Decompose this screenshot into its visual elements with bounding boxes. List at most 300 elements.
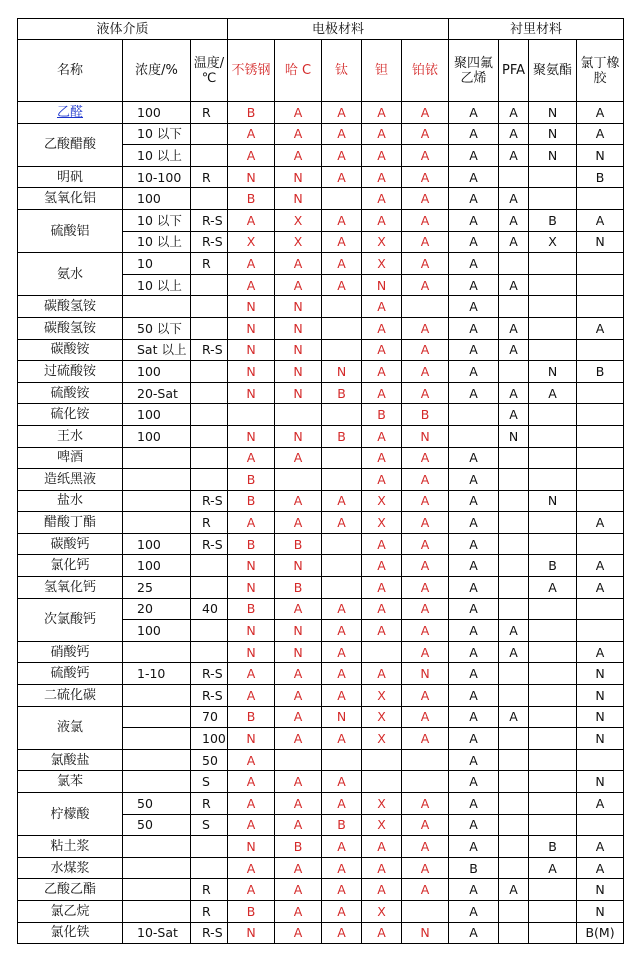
- titanium-rating-cell: [322, 339, 362, 361]
- temperature-cell: [191, 145, 228, 167]
- tantalum-rating-cell: A: [362, 123, 402, 145]
- tantalum-rating-cell: [362, 771, 402, 793]
- temperature-cell: R-S: [191, 490, 228, 512]
- polyurethane-rating-cell: [529, 533, 577, 555]
- medium-name-cell: 盐水: [18, 490, 123, 512]
- hastelloy-c-rating-cell: A: [275, 857, 322, 879]
- chloroprene-rating-cell: B: [577, 361, 624, 383]
- ptfe-rating-cell: A: [449, 879, 499, 901]
- polyurethane-rating-cell: [529, 793, 577, 815]
- concentration-cell: [123, 879, 191, 901]
- ptfe-rating-cell: A: [449, 598, 499, 620]
- temperature-cell: [191, 857, 228, 879]
- stainless-steel-rating-cell: A: [228, 793, 275, 815]
- platinum-iridium-rating-cell: A: [402, 814, 449, 836]
- platinum-iridium-rating-cell: [402, 771, 449, 793]
- titanium-rating-cell: A: [322, 879, 362, 901]
- table-row: [18, 253, 624, 275]
- platinum-iridium-rating-cell: A: [402, 533, 449, 555]
- temperature-cell: S: [191, 814, 228, 836]
- chloroprene-rating-cell: B: [577, 166, 624, 188]
- ptfe-rating-cell: A: [449, 274, 499, 296]
- titanium-rating-cell: A: [322, 598, 362, 620]
- hastelloy-c-rating-cell: N: [275, 620, 322, 642]
- ptfe-rating-cell: A: [449, 166, 499, 188]
- stainless-steel-rating-cell: A: [228, 814, 275, 836]
- hastelloy-c-rating-cell: A: [275, 728, 322, 750]
- table-row: [18, 361, 624, 383]
- medium-name-cell: 造纸黑液: [18, 469, 123, 491]
- temperature-cell: R: [191, 102, 228, 124]
- temperature-cell: 100: [191, 728, 228, 750]
- stainless-steel-rating-cell: N: [228, 166, 275, 188]
- medium-name-cell: 硫酸钙: [18, 663, 123, 685]
- col-concentration-header: 浓度/%: [123, 40, 191, 102]
- pfa-rating-cell: A: [499, 274, 529, 296]
- ptfe-rating-cell: A: [449, 533, 499, 555]
- hastelloy-c-rating-cell: N: [275, 555, 322, 577]
- table-row: [18, 296, 624, 318]
- tantalum-rating-cell: A: [362, 857, 402, 879]
- tantalum-rating-cell: A: [362, 836, 402, 858]
- stainless-steel-rating-cell: B: [228, 469, 275, 491]
- titanium-rating-cell: A: [322, 900, 362, 922]
- ptfe-rating-cell: A: [449, 620, 499, 642]
- polyurethane-rating-cell: N: [529, 361, 577, 383]
- chloroprene-rating-cell: [577, 469, 624, 491]
- tantalum-rating-cell: A: [362, 102, 402, 124]
- hastelloy-c-rating-cell: B: [275, 836, 322, 858]
- ptfe-rating-cell: A: [449, 749, 499, 771]
- medium-name-cell: 氢氧化铝: [18, 188, 123, 210]
- stainless-steel-rating-cell: A: [228, 123, 275, 145]
- temperature-cell: [191, 447, 228, 469]
- concentration-cell: 20: [123, 598, 191, 620]
- ptfe-rating-cell: A: [449, 102, 499, 124]
- stainless-steel-rating-cell: A: [228, 253, 275, 275]
- temperature-cell: R: [191, 253, 228, 275]
- pfa-rating-cell: [499, 728, 529, 750]
- pfa-rating-cell: A: [499, 879, 529, 901]
- tantalum-rating-cell: X: [362, 490, 402, 512]
- tantalum-rating-cell: A: [362, 339, 402, 361]
- pfa-rating-cell: [499, 749, 529, 771]
- pfa-rating-cell: A: [499, 188, 529, 210]
- platinum-iridium-rating-cell: N: [402, 425, 449, 447]
- tantalum-rating-cell: A: [362, 577, 402, 599]
- platinum-iridium-rating-cell: A: [402, 102, 449, 124]
- hastelloy-c-rating-cell: B: [275, 577, 322, 599]
- temperature-cell: R-S: [191, 663, 228, 685]
- medium-name-cell: 醋酸丁酯: [18, 512, 123, 534]
- pfa-rating-cell: [499, 512, 529, 534]
- polyurethane-rating-cell: B: [529, 836, 577, 858]
- titanium-rating-cell: A: [322, 123, 362, 145]
- ptfe-rating-cell: A: [449, 706, 499, 728]
- stainless-steel-rating-cell: A: [228, 447, 275, 469]
- ptfe-rating-cell: A: [449, 490, 499, 512]
- stainless-steel-rating-cell: N: [228, 577, 275, 599]
- platinum-iridium-rating-cell: A: [402, 706, 449, 728]
- temperature-cell: [191, 274, 228, 296]
- temperature-cell: [191, 296, 228, 318]
- titanium-rating-cell: B: [322, 425, 362, 447]
- platinum-iridium-rating-cell: A: [402, 641, 449, 663]
- concentration-cell: 10 以下: [123, 209, 191, 231]
- stainless-steel-rating-cell: B: [228, 706, 275, 728]
- corrosion-table: [17, 18, 624, 944]
- pfa-rating-cell: A: [499, 641, 529, 663]
- hastelloy-c-rating-cell: B: [275, 533, 322, 555]
- chloroprene-rating-cell: N: [577, 879, 624, 901]
- table-row: [18, 879, 624, 901]
- hastelloy-c-rating-cell: [275, 749, 322, 771]
- medium-name-cell: 氯乙烷: [18, 900, 123, 922]
- stainless-steel-rating-cell: N: [228, 425, 275, 447]
- tantalum-rating-cell: A: [362, 555, 402, 577]
- medium-name-cell: 碳酸钙: [18, 533, 123, 555]
- concentration-cell: 25: [123, 577, 191, 599]
- polyurethane-rating-cell: N: [529, 123, 577, 145]
- temperature-cell: [191, 555, 228, 577]
- polyurethane-rating-cell: [529, 317, 577, 339]
- hastelloy-c-rating-cell: N: [275, 339, 322, 361]
- polyurethane-rating-cell: [529, 166, 577, 188]
- polyurethane-rating-cell: [529, 425, 577, 447]
- hastelloy-c-rating-cell: A: [275, 922, 322, 944]
- medium-name-cell: 氯苯: [18, 771, 123, 793]
- polyurethane-rating-cell: [529, 339, 577, 361]
- ptfe-rating-cell: A: [449, 188, 499, 210]
- stainless-steel-rating-cell: A: [228, 685, 275, 707]
- tantalum-rating-cell: A: [362, 447, 402, 469]
- polyurethane-rating-cell: [529, 814, 577, 836]
- chloroprene-rating-cell: N: [577, 145, 624, 167]
- medium-name-cell: 水煤浆: [18, 857, 123, 879]
- titanium-rating-cell: A: [322, 253, 362, 275]
- pfa-rating-cell: [499, 857, 529, 879]
- pfa-rating-cell: A: [499, 706, 529, 728]
- medium-name-cell: 硫酸铝: [18, 209, 123, 252]
- temperature-cell: S: [191, 771, 228, 793]
- ptfe-rating-cell: A: [449, 123, 499, 145]
- medium-name-cell: 明矾: [18, 166, 123, 188]
- concentration-cell: [123, 728, 191, 750]
- platinum-iridium-rating-cell: A: [402, 447, 449, 469]
- chloroprene-rating-cell: [577, 296, 624, 318]
- ptfe-rating-cell: A: [449, 209, 499, 231]
- tantalum-rating-cell: X: [362, 793, 402, 815]
- pfa-rating-cell: [499, 533, 529, 555]
- ptfe-rating-cell: A: [449, 641, 499, 663]
- stainless-steel-rating-cell: N: [228, 728, 275, 750]
- table-row: [18, 404, 624, 426]
- platinum-iridium-rating-cell: A: [402, 598, 449, 620]
- ptfe-rating-cell: A: [449, 361, 499, 383]
- hastelloy-c-rating-cell: A: [275, 900, 322, 922]
- concentration-cell: 10 以上: [123, 145, 191, 167]
- hastelloy-c-rating-cell: A: [275, 685, 322, 707]
- titanium-rating-cell: A: [322, 209, 362, 231]
- tantalum-rating-cell: A: [362, 425, 402, 447]
- titanium-rating-cell: [322, 577, 362, 599]
- hastelloy-c-rating-cell: A: [275, 274, 322, 296]
- ptfe-rating-cell: A: [449, 447, 499, 469]
- medium-name-cell: 液氯: [18, 706, 123, 749]
- polyurethane-rating-cell: A: [529, 577, 577, 599]
- temperature-cell: R: [191, 900, 228, 922]
- temperature-cell: R: [191, 879, 228, 901]
- polyurethane-rating-cell: [529, 900, 577, 922]
- tantalum-rating-cell: A: [362, 188, 402, 210]
- col-chloroprene-header: 氯丁橡胶: [577, 40, 624, 102]
- polyurethane-rating-cell: [529, 641, 577, 663]
- platinum-iridium-rating-cell: A: [402, 231, 449, 253]
- tantalum-rating-cell: A: [362, 533, 402, 555]
- platinum-iridium-rating-cell: N: [402, 663, 449, 685]
- chloroprene-rating-cell: [577, 188, 624, 210]
- table-row: [18, 382, 624, 404]
- pfa-rating-cell: [499, 685, 529, 707]
- temperature-cell: [191, 361, 228, 383]
- chloroprene-rating-cell: [577, 253, 624, 275]
- tantalum-rating-cell: A: [362, 469, 402, 491]
- platinum-iridium-rating-cell: [402, 296, 449, 318]
- polyurethane-rating-cell: A: [529, 857, 577, 879]
- col-platinum-iridium-header: 铂铱: [402, 40, 449, 102]
- chloroprene-rating-cell: N: [577, 771, 624, 793]
- chloroprene-rating-cell: [577, 490, 624, 512]
- ptfe-rating-cell: A: [449, 685, 499, 707]
- stainless-steel-rating-cell: N: [228, 361, 275, 383]
- concentration-cell: Sat 以上: [123, 339, 191, 361]
- temperature-cell: [191, 620, 228, 642]
- concentration-cell: 20-Sat: [123, 382, 191, 404]
- polyurethane-rating-cell: [529, 188, 577, 210]
- tantalum-rating-cell: X: [362, 685, 402, 707]
- titanium-rating-cell: A: [322, 145, 362, 167]
- chloroprene-rating-cell: [577, 382, 624, 404]
- table-row: [18, 469, 624, 491]
- titanium-rating-cell: A: [322, 728, 362, 750]
- hastelloy-c-rating-cell: N: [275, 166, 322, 188]
- table-row: [18, 598, 624, 620]
- stainless-steel-rating-cell: A: [228, 879, 275, 901]
- tantalum-rating-cell: N: [362, 274, 402, 296]
- concentration-cell: 100: [123, 102, 191, 124]
- chloroprene-rating-cell: [577, 339, 624, 361]
- concentration-cell: 100: [123, 188, 191, 210]
- platinum-iridium-rating-cell: A: [402, 555, 449, 577]
- ptfe-rating-cell: A: [449, 728, 499, 750]
- chloroprene-rating-cell: [577, 814, 624, 836]
- medium-name-cell: 碳酸氢铵: [18, 317, 123, 339]
- concentration-cell: 10-100: [123, 166, 191, 188]
- temperature-cell: [191, 188, 228, 210]
- tantalum-rating-cell: X: [362, 253, 402, 275]
- stainless-steel-rating-cell: A: [228, 663, 275, 685]
- temperature-cell: R-S: [191, 533, 228, 555]
- platinum-iridium-rating-cell: A: [402, 469, 449, 491]
- medium-name-cell: 氢氧化钙: [18, 577, 123, 599]
- medium-name-cell: 碳酸氢铵: [18, 296, 123, 318]
- platinum-iridium-rating-cell: [402, 900, 449, 922]
- pfa-rating-cell: [499, 836, 529, 858]
- tantalum-rating-cell: A: [362, 598, 402, 620]
- polyurethane-rating-cell: N: [529, 145, 577, 167]
- polyurethane-rating-cell: [529, 404, 577, 426]
- table-row: [18, 123, 624, 145]
- hastelloy-c-rating-cell: [275, 469, 322, 491]
- tantalum-rating-cell: B: [362, 404, 402, 426]
- stainless-steel-rating-cell: X: [228, 231, 275, 253]
- ptfe-rating-cell: [449, 425, 499, 447]
- hastelloy-c-rating-cell: A: [275, 771, 322, 793]
- hastelloy-c-rating-cell: A: [275, 706, 322, 728]
- pfa-rating-cell: [499, 469, 529, 491]
- concentration-cell: 100: [123, 361, 191, 383]
- tantalum-rating-cell: A: [362, 382, 402, 404]
- table-row: [18, 685, 624, 707]
- medium-name-cell: 硝酸钙: [18, 641, 123, 663]
- tantalum-rating-cell: A: [362, 317, 402, 339]
- polyurethane-rating-cell: [529, 749, 577, 771]
- concentration-cell: [123, 836, 191, 858]
- concentration-cell: [123, 490, 191, 512]
- ptfe-rating-cell: A: [449, 814, 499, 836]
- medium-name-cell: 二硫化碳: [18, 685, 123, 707]
- titanium-rating-cell: A: [322, 922, 362, 944]
- titanium-rating-cell: A: [322, 641, 362, 663]
- ptfe-rating-cell: B: [449, 857, 499, 879]
- chloroprene-rating-cell: A: [577, 317, 624, 339]
- ptfe-rating-cell: A: [449, 922, 499, 944]
- stainless-steel-rating-cell: A: [228, 771, 275, 793]
- medium-name-cell: 次氯酸钙: [18, 598, 123, 641]
- titanium-rating-cell: [322, 296, 362, 318]
- platinum-iridium-rating-cell: A: [402, 728, 449, 750]
- stainless-steel-rating-cell: A: [228, 274, 275, 296]
- pfa-rating-cell: [499, 555, 529, 577]
- pfa-rating-cell: A: [499, 339, 529, 361]
- platinum-iridium-rating-cell: A: [402, 274, 449, 296]
- pfa-rating-cell: [499, 598, 529, 620]
- medium-name-cell: 氯化铁: [18, 922, 123, 944]
- chloroprene-rating-cell: [577, 620, 624, 642]
- temperature-cell: [191, 317, 228, 339]
- ptfe-rating-cell: A: [449, 469, 499, 491]
- concentration-cell: [123, 469, 191, 491]
- titanium-rating-cell: [322, 447, 362, 469]
- stainless-steel-rating-cell: B: [228, 102, 275, 124]
- stainless-steel-rating-cell: A: [228, 857, 275, 879]
- col-ptfe-header: 聚四氟乙烯: [449, 40, 499, 102]
- concentration-cell: 10 以下: [123, 123, 191, 145]
- titanium-rating-cell: [322, 469, 362, 491]
- temperature-cell: R-S: [191, 209, 228, 231]
- pfa-rating-cell: A: [499, 620, 529, 642]
- stainless-steel-rating-cell: A: [228, 209, 275, 231]
- chloroprene-rating-cell: A: [577, 857, 624, 879]
- hastelloy-c-rating-cell: A: [275, 145, 322, 167]
- table-row: [18, 836, 624, 858]
- hastelloy-c-rating-cell: A: [275, 490, 322, 512]
- pfa-rating-cell: [499, 490, 529, 512]
- concentration-cell: 1-10: [123, 663, 191, 685]
- concentration-cell: 100: [123, 425, 191, 447]
- ptfe-rating-cell: A: [449, 145, 499, 167]
- chloroprene-rating-cell: [577, 749, 624, 771]
- concentration-cell: 10 以上: [123, 231, 191, 253]
- ptfe-rating-cell: A: [449, 296, 499, 318]
- pfa-rating-cell: [499, 447, 529, 469]
- titanium-rating-cell: A: [322, 685, 362, 707]
- platinum-iridium-rating-cell: A: [402, 123, 449, 145]
- pfa-rating-cell: [499, 793, 529, 815]
- table-row: [18, 317, 624, 339]
- chloroprene-rating-cell: A: [577, 512, 624, 534]
- ptfe-rating-cell: A: [449, 577, 499, 599]
- table-row: [18, 749, 624, 771]
- tantalum-rating-cell: A: [362, 922, 402, 944]
- polyurethane-rating-cell: [529, 274, 577, 296]
- concentration-cell: [123, 447, 191, 469]
- polyurethane-rating-cell: [529, 706, 577, 728]
- table-row: [18, 857, 624, 879]
- titanium-rating-cell: [322, 404, 362, 426]
- titanium-rating-cell: A: [322, 663, 362, 685]
- stainless-steel-rating-cell: B: [228, 490, 275, 512]
- pfa-rating-cell: [499, 663, 529, 685]
- table-row: [18, 447, 624, 469]
- concentration-cell: 100: [123, 533, 191, 555]
- concentration-cell: 10: [123, 253, 191, 275]
- titanium-rating-cell: A: [322, 490, 362, 512]
- titanium-rating-cell: [322, 749, 362, 771]
- medium-name-cell: 氯化钙: [18, 555, 123, 577]
- temperature-cell: [191, 836, 228, 858]
- hastelloy-c-rating-cell: N: [275, 641, 322, 663]
- chloroprene-rating-cell: [577, 598, 624, 620]
- hastelloy-c-rating-cell: A: [275, 598, 322, 620]
- platinum-iridium-rating-cell: A: [402, 209, 449, 231]
- polyurethane-rating-cell: [529, 512, 577, 534]
- chloroprene-rating-cell: [577, 274, 624, 296]
- platinum-iridium-rating-cell: A: [402, 512, 449, 534]
- medium-name-cell: 粘土浆: [18, 836, 123, 858]
- platinum-iridium-rating-cell: N: [402, 922, 449, 944]
- hastelloy-c-rating-cell: N: [275, 425, 322, 447]
- titanium-rating-cell: A: [322, 512, 362, 534]
- pfa-rating-cell: A: [499, 317, 529, 339]
- table-row: [18, 922, 624, 944]
- concentration-cell: [123, 706, 191, 728]
- chloroprene-rating-cell: A: [577, 641, 624, 663]
- pfa-rating-cell: N: [499, 425, 529, 447]
- medium-link[interactable]: 乙醛: [56, 104, 83, 120]
- medium-name-cell: 硫酸铵: [18, 382, 123, 404]
- chloroprene-rating-cell: [577, 404, 624, 426]
- ptfe-rating-cell: A: [449, 555, 499, 577]
- chloroprene-rating-cell: A: [577, 209, 624, 231]
- stainless-steel-rating-cell: B: [228, 188, 275, 210]
- tantalum-rating-cell: X: [362, 728, 402, 750]
- concentration-cell: [123, 641, 191, 663]
- temperature-cell: R: [191, 166, 228, 188]
- stainless-steel-rating-cell: B: [228, 900, 275, 922]
- chloroprene-rating-cell: N: [577, 685, 624, 707]
- platinum-iridium-rating-cell: A: [402, 685, 449, 707]
